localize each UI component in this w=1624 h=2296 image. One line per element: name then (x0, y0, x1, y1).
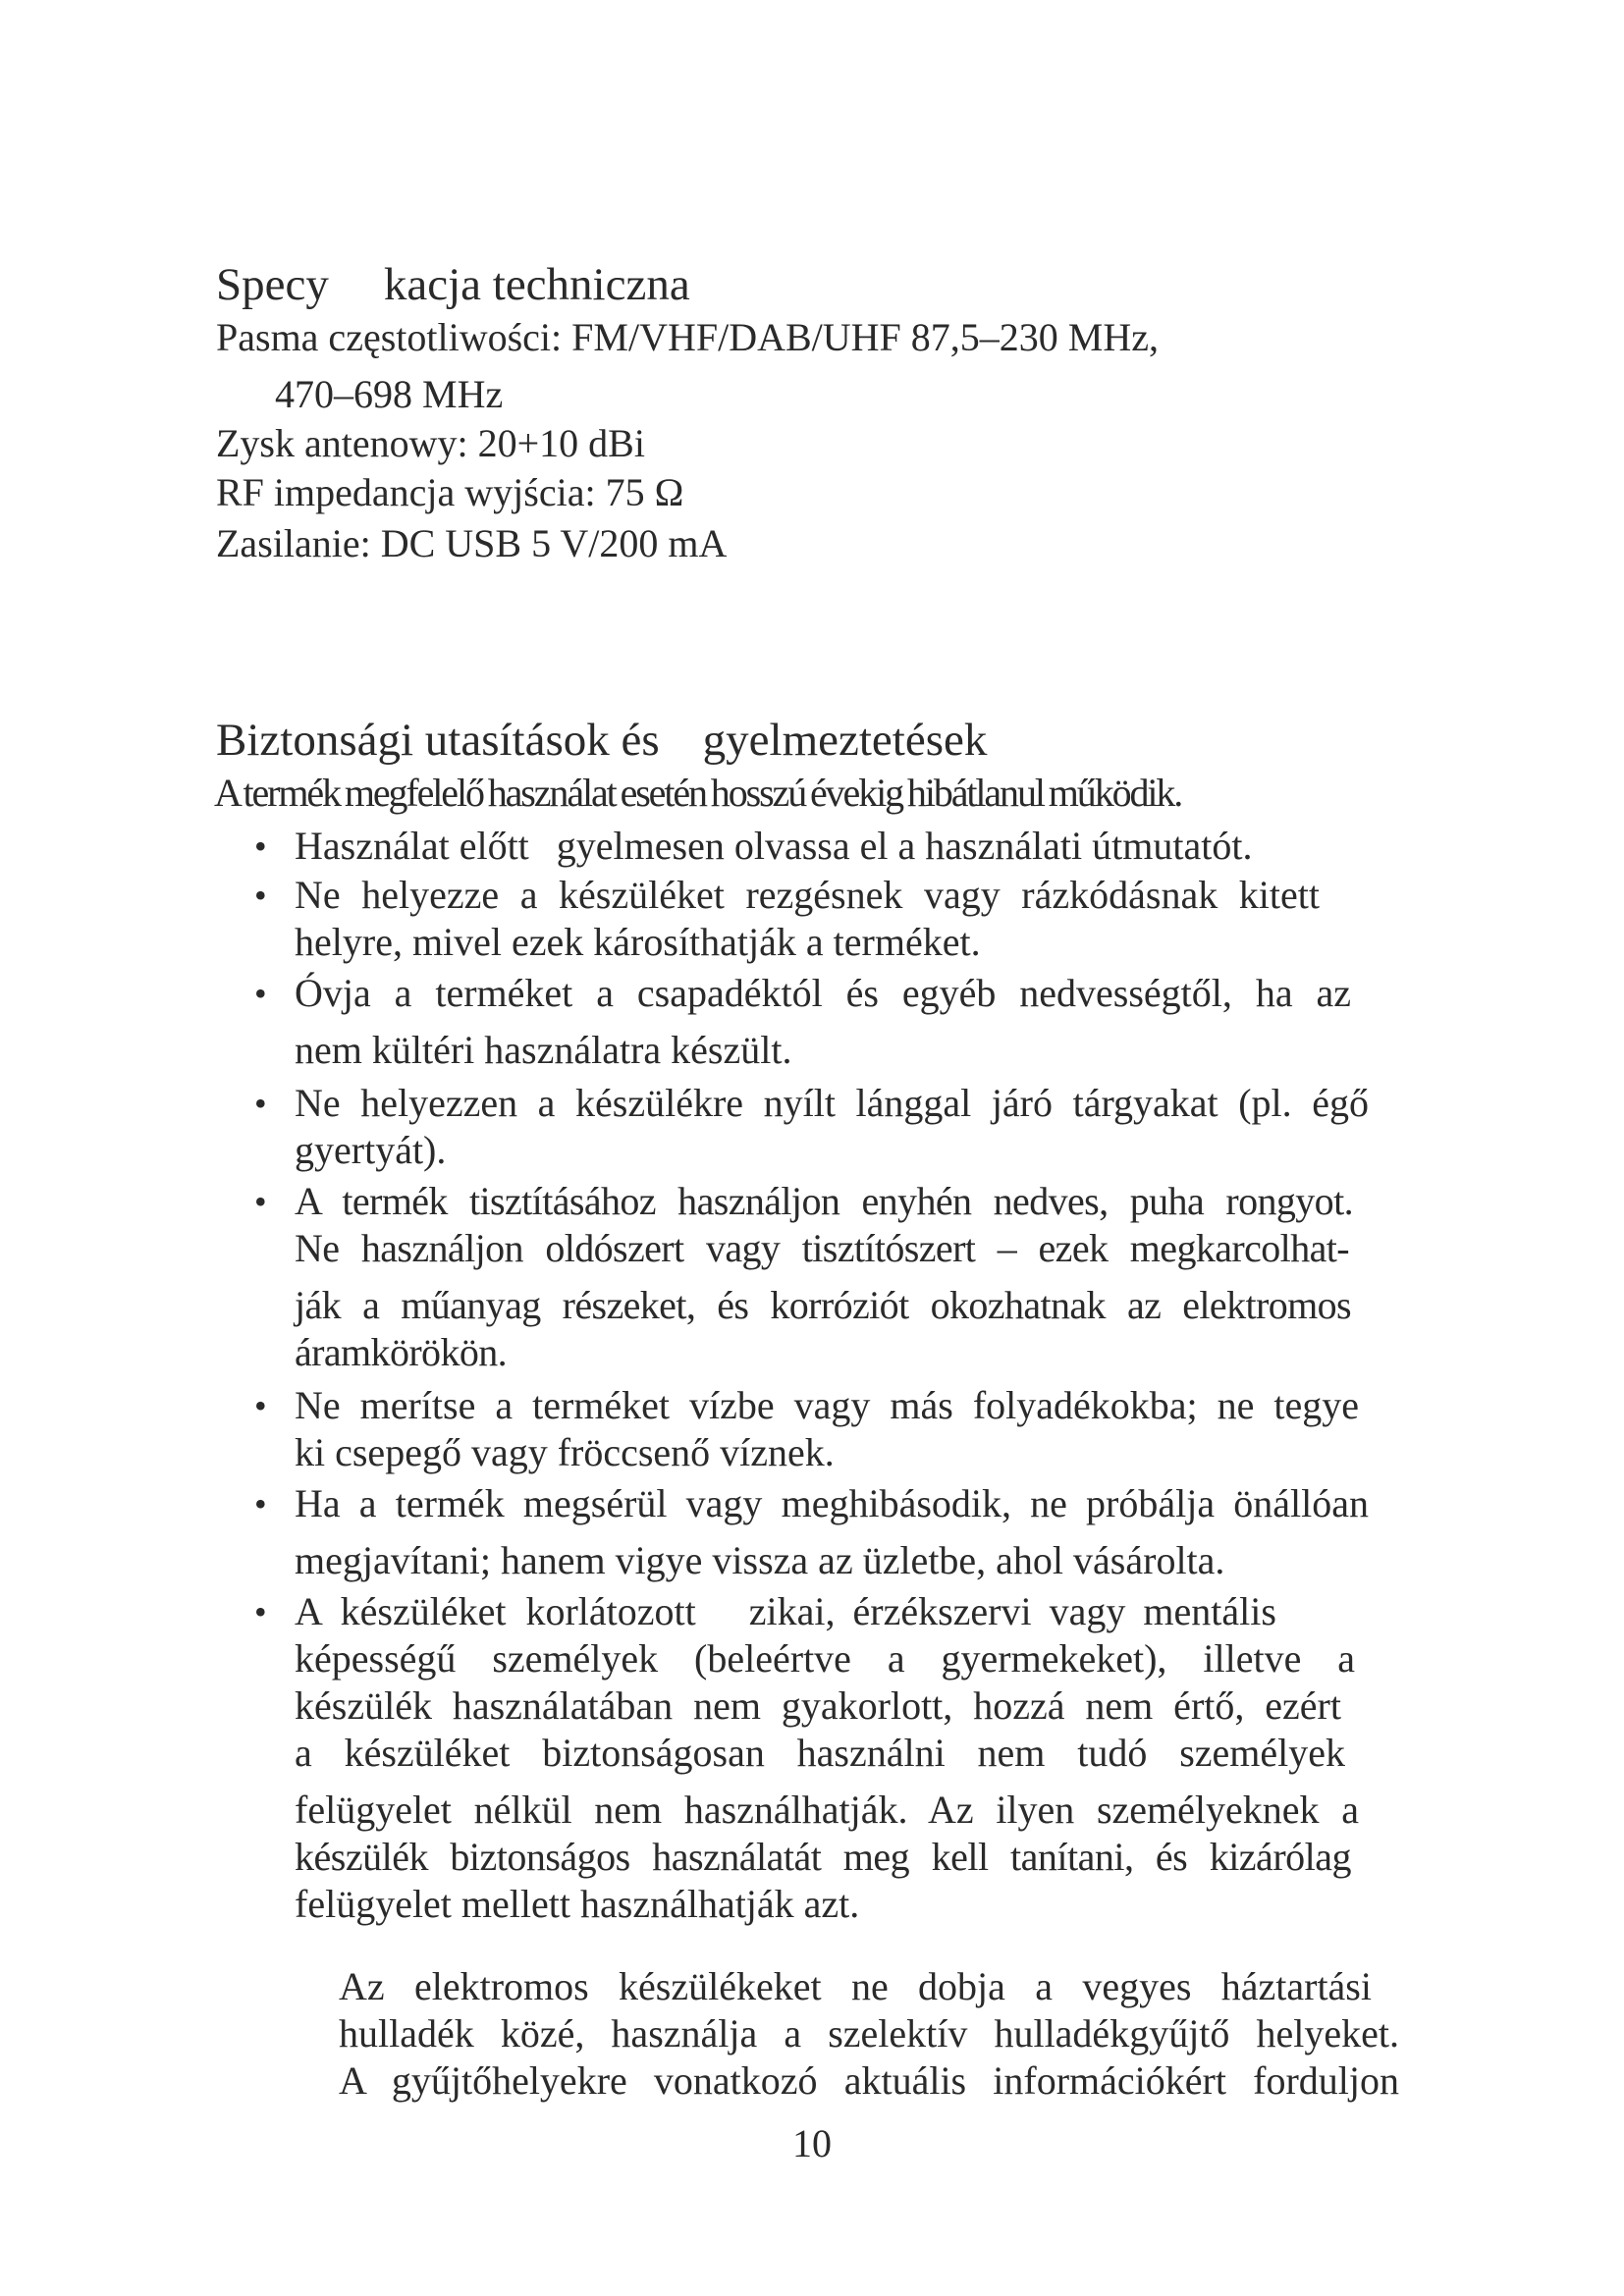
spec-line-gain: Zysk antenowy: 20+10 dBi (216, 421, 645, 465)
spec-heading-part2: kacja techniczna (383, 259, 690, 310)
spec-line-power: Zasilanie: DC USB 5 V/200 mA (216, 521, 728, 565)
bullet-8-line-2: képességű személyek (beleértve a gyermekeket), illetve a (295, 1636, 1355, 1681)
bullet-1-text-a: Használat előtt (295, 824, 529, 868)
bullet-dot: • (254, 1182, 267, 1221)
bullet-5-line-3: ják a műanyag részeket, és korróziót okozhatnak az elektromos (295, 1283, 1351, 1327)
bullet-1-text-b: gyelmesen olvassa el a használati útmutatót. (556, 824, 1253, 868)
bullet-5-line-1: A termék tisztításához használjon enyhén nedves, puha rongyot. (295, 1179, 1353, 1223)
bullet-8-line-6: készülék biztonságos használatát meg kell tanítani, és kizárólag (295, 1835, 1351, 1879)
bullet-4-line-2: gyertyát). (295, 1128, 447, 1172)
bullet-3-line-1: Óvja a terméket a csapadéktól és egyéb nedvességtől, ha az (295, 971, 1351, 1015)
bullet-7-line-1: Ha a termék megsérül vagy meghibásodik, ne próbálja önállóan (295, 1481, 1369, 1525)
bullet-4-line-1: Ne helyezzen a készülékre nyílt lánggal járó tárgyakat (pl. égő (295, 1081, 1369, 1125)
bullet-8-line-3: készülék használatában nem gyakorlott, hozzá nem értő, ezért (295, 1683, 1341, 1728)
bullet-dot: • (254, 1484, 267, 1523)
disposal-line-3: A gyűjtőhelyekre vonatkozó aktuális információkért forduljon (339, 2058, 1399, 2103)
bullet-8-line-1b: zikai, érzékszervi vagy mentális (748, 1589, 1276, 1633)
safety-heading-part2: gyelmeztetések (702, 715, 988, 766)
bullet-dot: • (254, 827, 267, 866)
spec-line-impedance: RF impedancja wyjścia: 75 Ω (216, 470, 684, 514)
safety-heading-part1: Biztonsági utasítások és (216, 715, 660, 766)
bullet-dot: • (254, 876, 267, 915)
bullet-5-line-2: Ne használjon oldószert vagy tisztítószert – ezek megkarcolhat- (295, 1226, 1349, 1270)
bullet-2-line-1: Ne helyezze a készüléket rezgésnek vagy rázkódásnak kitett (295, 873, 1320, 917)
bullet-2-line-2: helyre, mivel ezek károsíthatják a terméket. (295, 920, 981, 964)
disposal-line-1: Az elektromos készülékeket ne dobja a vegyes háztartási (339, 1964, 1372, 2008)
bullet-dot: • (254, 1084, 267, 1123)
spec-heading-part1: Specy (216, 259, 329, 310)
bullet-dot: • (254, 1592, 267, 1631)
bullet-8-line-5: felügyelet nélkül nem használhatják. Az ilyen személyeknek a (295, 1788, 1359, 1832)
spec-line-bands: Pasma częstotliwości: FM/VHF/DAB/UHF 87,5–230 MHz, (216, 315, 1159, 359)
disposal-line-2: hulladék közé, használja a szelektív hulladékgyűjtő helyeket. (339, 2011, 1399, 2056)
page-number: 10 (792, 2121, 832, 2165)
safety-heading (216, 713, 987, 768)
spec-heading (216, 257, 690, 312)
bullet-dot: • (254, 1386, 267, 1425)
bullet-6-line-1: Ne merítse a terméket vízbe vagy más folyadékokba; ne tegye (295, 1383, 1359, 1427)
bullet-dot: • (254, 974, 267, 1013)
bullet-7-line-2: megjavítani; hanem vigye vissza az üzletbe, ahol vásárolta. (295, 1538, 1225, 1582)
safety-intro: A termék megfelelő használat esetén hosszú évekig hibátlanul működik. (214, 771, 1182, 815)
bullet-5-line-4: áramkörökön. (295, 1330, 508, 1374)
bullet-3-line-2: nem kültéri használatra készült. (295, 1028, 792, 1072)
bullet-8-line-7: felügyelet mellett használhatják azt. (295, 1882, 860, 1926)
bullet-6-line-2: ki csepegő vagy fröccsenő víznek. (295, 1430, 835, 1474)
bullet-8-line-4: a készüléket biztonságosan használni nem tudó személyek (295, 1731, 1345, 1775)
bullet-8-line-1a: A készüléket korlátozott (295, 1589, 696, 1633)
disposal-paragraph (339, 1963, 1399, 2105)
spec-line-bands-cont: 470–698 MHz (275, 372, 504, 416)
